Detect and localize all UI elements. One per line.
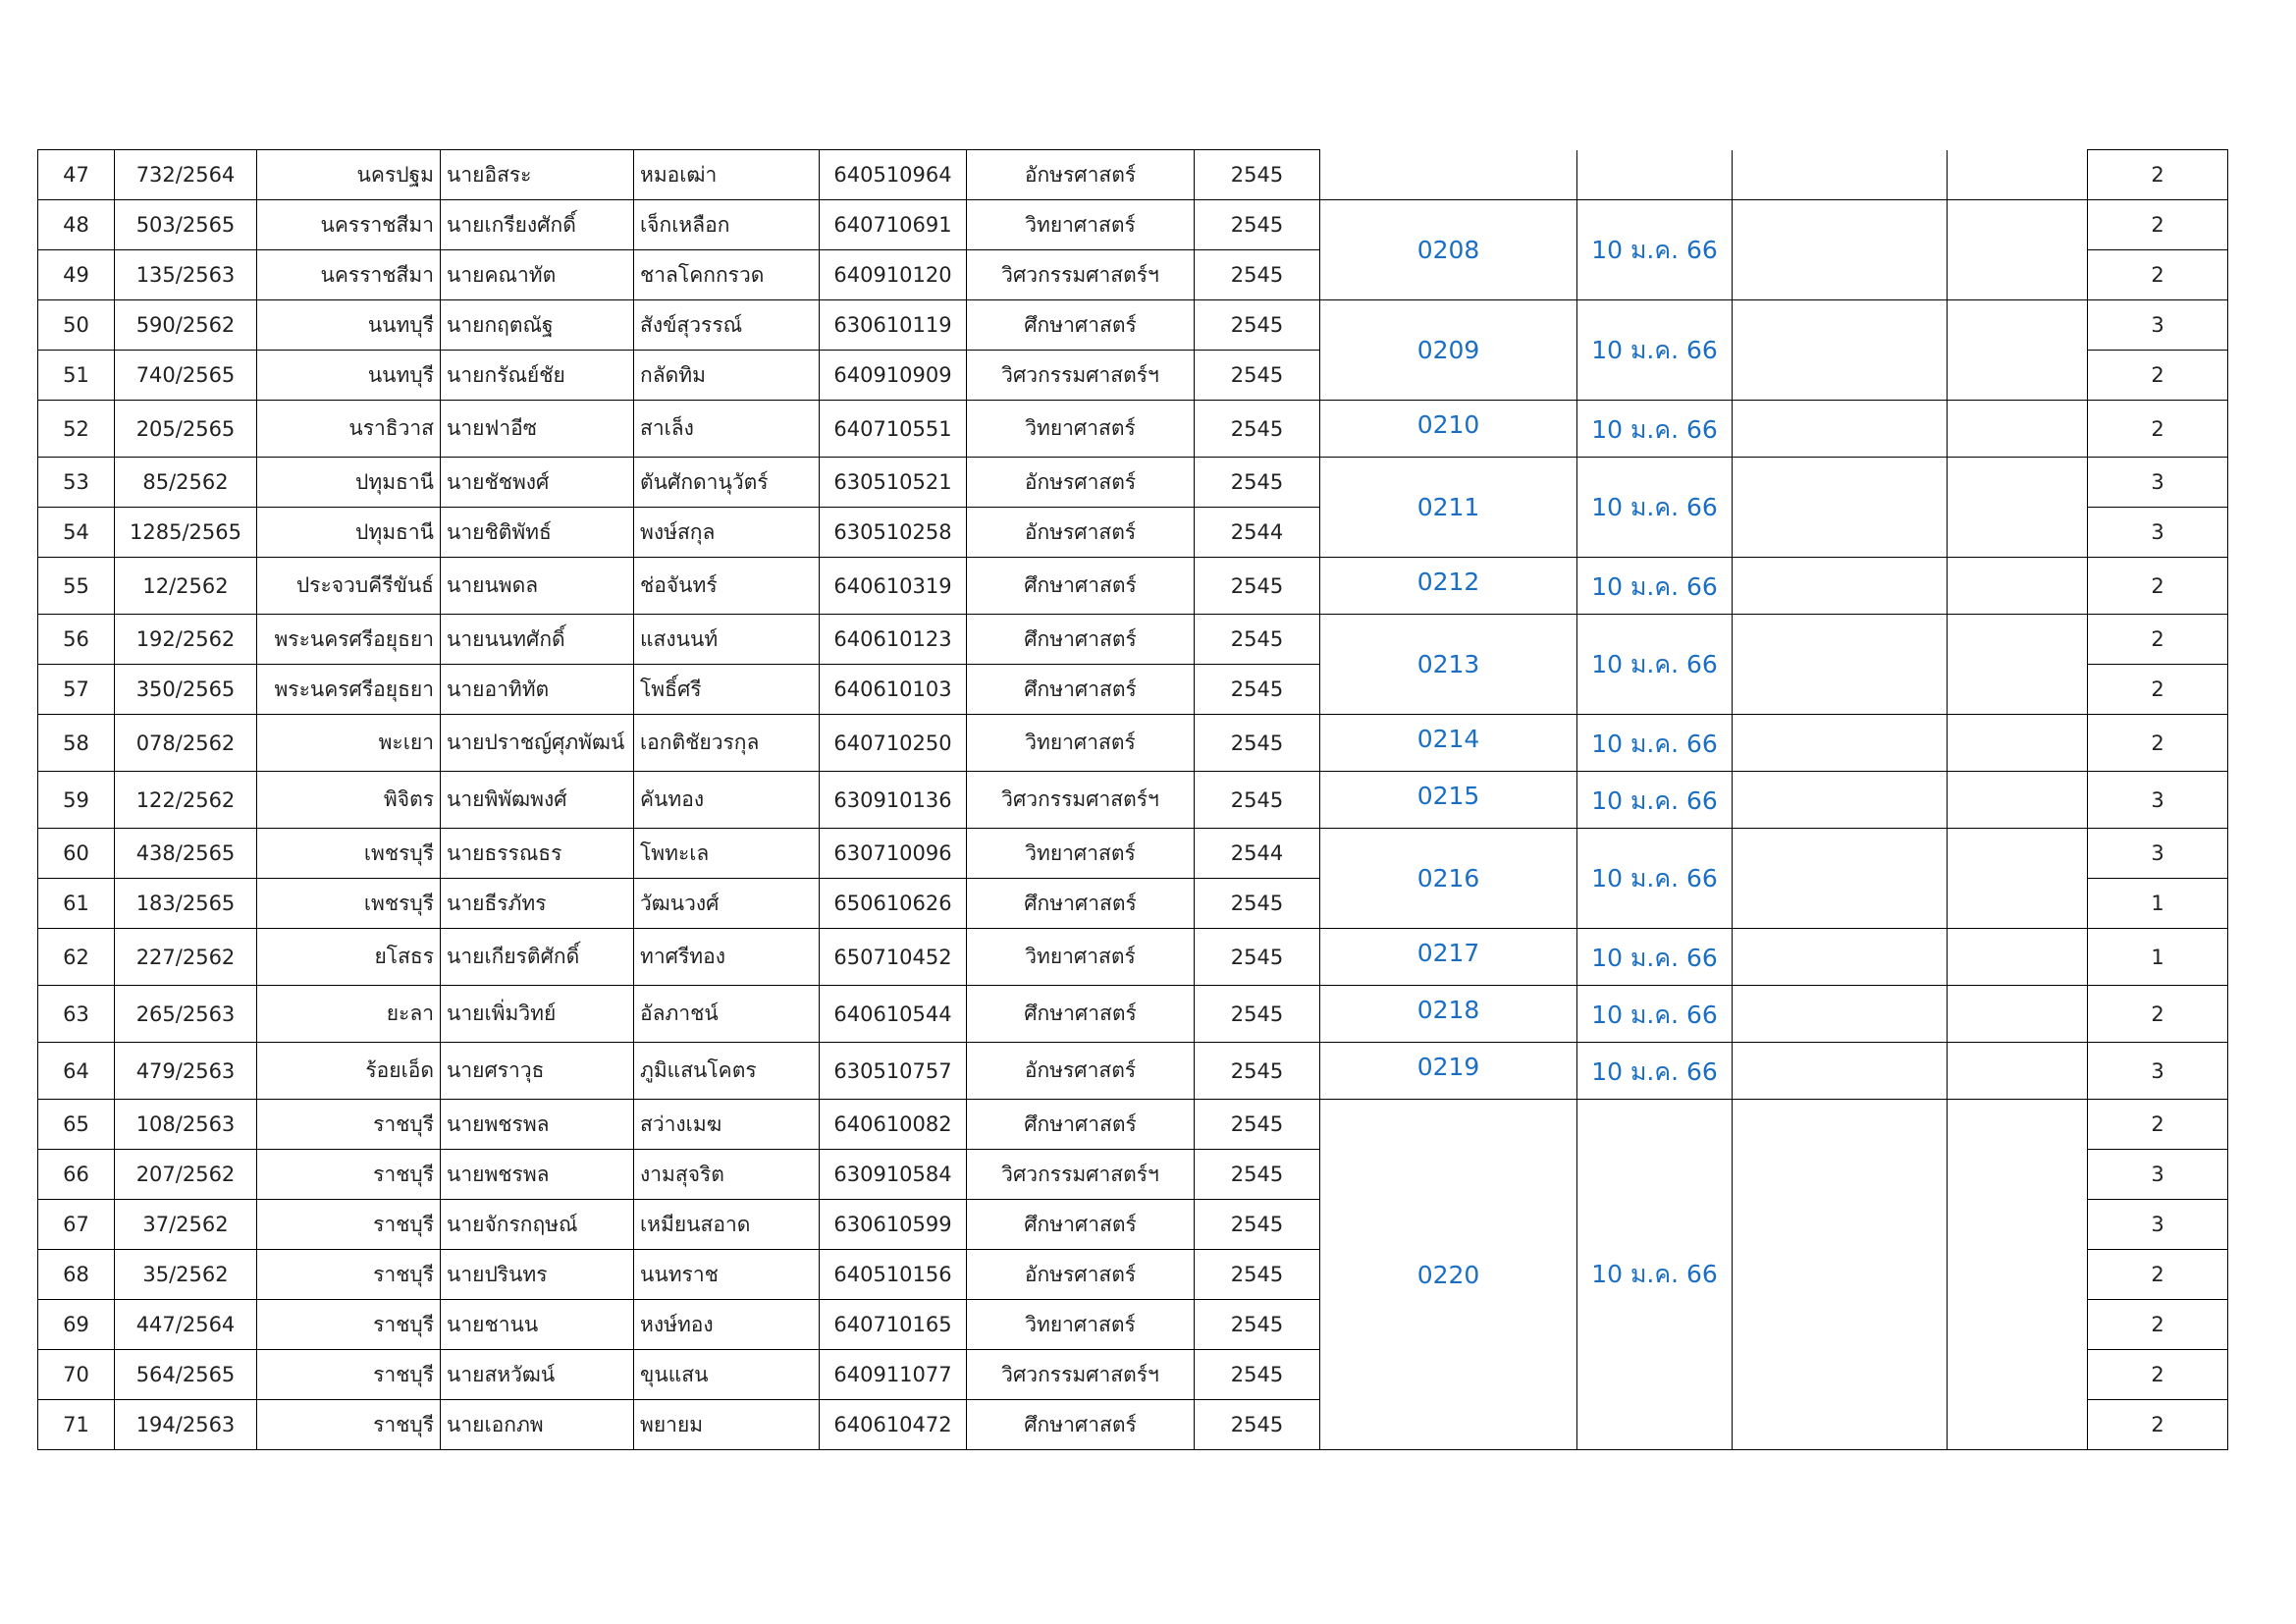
last-name: ตันศักดานุวัตร์ bbox=[634, 458, 820, 508]
table-row bbox=[38, 1043, 2228, 1100]
birth-year: 2545 bbox=[1195, 1350, 1320, 1400]
group-date: 10 ม.ค. 66 bbox=[1577, 458, 1733, 558]
first-name: นายธีรภัทร bbox=[441, 879, 634, 929]
seat-count: 2 bbox=[2088, 615, 2228, 665]
faculty: ศึกษาศาสตร์ bbox=[967, 300, 1195, 351]
birth-year: 2545 bbox=[1195, 1300, 1320, 1350]
group-code: 0215 bbox=[1320, 772, 1577, 829]
birth-year: 2545 bbox=[1195, 986, 1320, 1043]
group-date: 10 ม.ค. 66 bbox=[1577, 929, 1733, 986]
seat-count: 2 bbox=[2088, 558, 2228, 615]
birth-year: 2545 bbox=[1195, 458, 1320, 508]
faculty: วิทยาศาสตร์ bbox=[967, 829, 1195, 879]
group-blank bbox=[1948, 829, 2088, 929]
group-code: 0214 bbox=[1320, 715, 1577, 772]
row-number: 52 bbox=[38, 401, 115, 458]
group-blank bbox=[1948, 929, 2088, 986]
roster-body bbox=[38, 150, 2228, 1450]
reference-number: 350/2565 bbox=[115, 665, 257, 715]
last-name: หงษ์ทอง bbox=[634, 1300, 820, 1350]
group-blank bbox=[1733, 615, 1948, 715]
province: ราชบุรี bbox=[257, 1100, 441, 1150]
last-name: งามสุจริต bbox=[634, 1150, 820, 1200]
first-name: นายกฤตณัฐ bbox=[441, 300, 634, 351]
reference-number: 740/2565 bbox=[115, 351, 257, 401]
student-id: 640610082 bbox=[820, 1100, 967, 1150]
province: พระนครศรีอยุธยา bbox=[257, 615, 441, 665]
birth-year: 2545 bbox=[1195, 558, 1320, 615]
group-code: 0218 bbox=[1320, 986, 1577, 1043]
row-number: 58 bbox=[38, 715, 115, 772]
birth-year: 2545 bbox=[1195, 300, 1320, 351]
reference-number: 503/2565 bbox=[115, 200, 257, 250]
faculty: วิศวกรรมศาสตร์ฯ bbox=[967, 772, 1195, 829]
birth-year: 2544 bbox=[1195, 508, 1320, 558]
student-id: 640910909 bbox=[820, 351, 967, 401]
last-name: อัลภาชน์ bbox=[634, 986, 820, 1043]
reference-number: 135/2563 bbox=[115, 250, 257, 300]
first-name: นายอาทิทัต bbox=[441, 665, 634, 715]
reference-number: 194/2563 bbox=[115, 1400, 257, 1450]
first-name: นายกรัณย์ชัย bbox=[441, 351, 634, 401]
first-name: นายเพิ่มวิทย์ bbox=[441, 986, 634, 1043]
group-blank bbox=[1733, 300, 1948, 401]
reference-number: 438/2565 bbox=[115, 829, 257, 879]
reference-number: 205/2565 bbox=[115, 401, 257, 458]
group-blank bbox=[1948, 1100, 2088, 1450]
province: ปทุมธานี bbox=[257, 458, 441, 508]
group-date: 10 ม.ค. 66 bbox=[1577, 401, 1733, 458]
table-row bbox=[38, 1100, 2228, 1150]
first-name: นายธรรณธร bbox=[441, 829, 634, 879]
birth-year: 2545 bbox=[1195, 772, 1320, 829]
row-number: 65 bbox=[38, 1100, 115, 1150]
reference-number: 192/2562 bbox=[115, 615, 257, 665]
province: นครปฐม bbox=[257, 150, 441, 200]
student-id: 630910584 bbox=[820, 1150, 967, 1200]
first-name: นายพชรพล bbox=[441, 1100, 634, 1150]
group-code: 0213 bbox=[1320, 615, 1577, 715]
row-number: 54 bbox=[38, 508, 115, 558]
student-id: 640710250 bbox=[820, 715, 967, 772]
seat-count: 3 bbox=[2088, 1150, 2228, 1200]
birth-year: 2545 bbox=[1195, 715, 1320, 772]
first-name: นายเกรียงศักดิ์ bbox=[441, 200, 634, 250]
group-date: 10 ม.ค. 66 bbox=[1577, 829, 1733, 929]
table-row bbox=[38, 150, 2228, 200]
birth-year: 2545 bbox=[1195, 929, 1320, 986]
blank-cell-b bbox=[1948, 150, 2088, 200]
seat-count: 2 bbox=[2088, 1250, 2228, 1300]
first-name: นายจักรกฤษณ์ bbox=[441, 1200, 634, 1250]
last-name: โพธิ์ศรี bbox=[634, 665, 820, 715]
group-date: 10 ม.ค. 66 bbox=[1577, 300, 1733, 401]
group-blank bbox=[1948, 401, 2088, 458]
seat-count: 1 bbox=[2088, 879, 2228, 929]
seat-count: 1 bbox=[2088, 929, 2228, 986]
student-id: 640910120 bbox=[820, 250, 967, 300]
group-code: 0209 bbox=[1320, 300, 1577, 401]
province: ปทุมธานี bbox=[257, 508, 441, 558]
student-id: 640510156 bbox=[820, 1250, 967, 1300]
table-row bbox=[38, 986, 2228, 1043]
faculty: ศึกษาศาสตร์ bbox=[967, 879, 1195, 929]
faculty: วิทยาศาสตร์ bbox=[967, 200, 1195, 250]
group-blank bbox=[1948, 772, 2088, 829]
reference-number: 447/2564 bbox=[115, 1300, 257, 1350]
birth-year: 2544 bbox=[1195, 829, 1320, 879]
birth-year: 2545 bbox=[1195, 879, 1320, 929]
table-row bbox=[38, 615, 2228, 665]
reference-number: 078/2562 bbox=[115, 715, 257, 772]
row-number: 66 bbox=[38, 1150, 115, 1200]
group-date: 10 ม.ค. 66 bbox=[1577, 1100, 1733, 1450]
reference-number: 564/2565 bbox=[115, 1350, 257, 1400]
blank-cell-date bbox=[1577, 150, 1733, 200]
province: ราชบุรี bbox=[257, 1350, 441, 1400]
province: ราชบุรี bbox=[257, 1150, 441, 1200]
reference-number: 12/2562 bbox=[115, 558, 257, 615]
group-blank bbox=[1948, 1043, 2088, 1100]
faculty: วิศวกรรมศาสตร์ฯ bbox=[967, 351, 1195, 401]
last-name: วัฒนวงศ์ bbox=[634, 879, 820, 929]
reference-number: 590/2562 bbox=[115, 300, 257, 351]
blank-cell-a bbox=[1733, 150, 1948, 200]
first-name: นายชานน bbox=[441, 1300, 634, 1350]
seat-count: 2 bbox=[2088, 351, 2228, 401]
first-name: นายนพดล bbox=[441, 558, 634, 615]
row-number: 67 bbox=[38, 1200, 115, 1250]
group-date: 10 ม.ค. 66 bbox=[1577, 986, 1733, 1043]
faculty: ศึกษาศาสตร์ bbox=[967, 558, 1195, 615]
last-name: ชาลโคกกรวด bbox=[634, 250, 820, 300]
roster-table bbox=[37, 149, 2228, 1450]
seat-count: 3 bbox=[2088, 508, 2228, 558]
birth-year: 2545 bbox=[1195, 1250, 1320, 1300]
faculty: วิศวกรรมศาสตร์ฯ bbox=[967, 1150, 1195, 1200]
faculty: อักษรศาสตร์ bbox=[967, 458, 1195, 508]
province: นครราชสีมา bbox=[257, 250, 441, 300]
row-number: 48 bbox=[38, 200, 115, 250]
student-id: 630610599 bbox=[820, 1200, 967, 1250]
last-name: นนทราช bbox=[634, 1250, 820, 1300]
first-name: นายเกียรติศักดิ์ bbox=[441, 929, 634, 986]
faculty: อักษรศาสตร์ bbox=[967, 1250, 1195, 1300]
province: นนทบุรี bbox=[257, 351, 441, 401]
row-number: 69 bbox=[38, 1300, 115, 1350]
birth-year: 2545 bbox=[1195, 401, 1320, 458]
group-date: 10 ม.ค. 66 bbox=[1577, 558, 1733, 615]
last-name: สว่างเมฆ bbox=[634, 1100, 820, 1150]
seat-count: 3 bbox=[2088, 458, 2228, 508]
last-name: แสงนนท์ bbox=[634, 615, 820, 665]
reference-number: 227/2562 bbox=[115, 929, 257, 986]
table-row bbox=[38, 558, 2228, 615]
birth-year: 2545 bbox=[1195, 200, 1320, 250]
row-number: 71 bbox=[38, 1400, 115, 1450]
reference-number: 108/2563 bbox=[115, 1100, 257, 1150]
student-id: 630510521 bbox=[820, 458, 967, 508]
group-blank bbox=[1733, 715, 1948, 772]
table-row bbox=[38, 401, 2228, 458]
group-blank bbox=[1948, 615, 2088, 715]
faculty: ศึกษาศาสตร์ bbox=[967, 1200, 1195, 1250]
faculty: ศึกษาศาสตร์ bbox=[967, 615, 1195, 665]
reference-number: 479/2563 bbox=[115, 1043, 257, 1100]
group-blank bbox=[1733, 929, 1948, 986]
last-name: พงษ์สกุล bbox=[634, 508, 820, 558]
reference-number: 265/2563 bbox=[115, 986, 257, 1043]
group-date: 10 ม.ค. 66 bbox=[1577, 200, 1733, 300]
table-row bbox=[38, 300, 2228, 351]
faculty: อักษรศาสตร์ bbox=[967, 508, 1195, 558]
first-name: นายฟาอีซ bbox=[441, 401, 634, 458]
last-name: ขุนแสน bbox=[634, 1350, 820, 1400]
province: ร้อยเอ็ด bbox=[257, 1043, 441, 1100]
seat-count: 2 bbox=[2088, 1350, 2228, 1400]
province: ประจวบคีรีขันธ์ bbox=[257, 558, 441, 615]
student-id: 650710452 bbox=[820, 929, 967, 986]
seat-count: 3 bbox=[2088, 772, 2228, 829]
last-name: เจ็กเหลือก bbox=[634, 200, 820, 250]
first-name: นายสหวัฒน์ bbox=[441, 1350, 634, 1400]
student-id: 640710165 bbox=[820, 1300, 967, 1350]
last-name: ภูมิแสนโคตร bbox=[634, 1043, 820, 1100]
reference-number: 85/2562 bbox=[115, 458, 257, 508]
last-name: คันทอง bbox=[634, 772, 820, 829]
group-code: 0219 bbox=[1320, 1043, 1577, 1100]
student-id: 640510964 bbox=[820, 150, 967, 200]
group-code: 0216 bbox=[1320, 829, 1577, 929]
group-blank bbox=[1733, 1043, 1948, 1100]
first-name: นายชิติพัทธ์ bbox=[441, 508, 634, 558]
student-id: 640610103 bbox=[820, 665, 967, 715]
birth-year: 2545 bbox=[1195, 665, 1320, 715]
student-id: 640710691 bbox=[820, 200, 967, 250]
row-number: 50 bbox=[38, 300, 115, 351]
birth-year: 2545 bbox=[1195, 1100, 1320, 1150]
seat-count: 2 bbox=[2088, 401, 2228, 458]
student-id: 630910136 bbox=[820, 772, 967, 829]
birth-year: 2545 bbox=[1195, 1150, 1320, 1200]
first-name: นายปราชญ์ศุภพัฒน์ bbox=[441, 715, 634, 772]
table-row bbox=[38, 458, 2228, 508]
group-blank bbox=[1948, 558, 2088, 615]
reference-number: 732/2564 bbox=[115, 150, 257, 200]
table-row bbox=[38, 772, 2228, 829]
province: ยะลา bbox=[257, 986, 441, 1043]
province: ราชบุรี bbox=[257, 1400, 441, 1450]
group-code: 0211 bbox=[1320, 458, 1577, 558]
group-code: 0212 bbox=[1320, 558, 1577, 615]
reference-number: 37/2562 bbox=[115, 1200, 257, 1250]
birth-year: 2545 bbox=[1195, 615, 1320, 665]
student-id: 640911077 bbox=[820, 1350, 967, 1400]
table-row bbox=[38, 929, 2228, 986]
first-name: นายพชรพล bbox=[441, 1150, 634, 1200]
row-number: 62 bbox=[38, 929, 115, 986]
last-name: ทาศรีทอง bbox=[634, 929, 820, 986]
province: เพชรบุรี bbox=[257, 879, 441, 929]
seat-count: 2 bbox=[2088, 986, 2228, 1043]
faculty: วิศวกรรมศาสตร์ฯ bbox=[967, 250, 1195, 300]
faculty: ศึกษาศาสตร์ bbox=[967, 1100, 1195, 1150]
group-blank bbox=[1948, 458, 2088, 558]
seat-count: 2 bbox=[2088, 1300, 2228, 1350]
first-name: นายปรินทร bbox=[441, 1250, 634, 1300]
group-blank bbox=[1948, 300, 2088, 401]
table-row bbox=[38, 200, 2228, 250]
last-name: พยายม bbox=[634, 1400, 820, 1450]
group-blank bbox=[1733, 458, 1948, 558]
group-blank bbox=[1733, 558, 1948, 615]
row-number: 55 bbox=[38, 558, 115, 615]
row-number: 56 bbox=[38, 615, 115, 665]
group-date: 10 ม.ค. 66 bbox=[1577, 715, 1733, 772]
seat-count: 2 bbox=[2088, 665, 2228, 715]
province: ราชบุรี bbox=[257, 1200, 441, 1250]
reference-number: 207/2562 bbox=[115, 1150, 257, 1200]
last-name: ช่อจันทร์ bbox=[634, 558, 820, 615]
group-blank bbox=[1948, 986, 2088, 1043]
birth-year: 2545 bbox=[1195, 150, 1320, 200]
province: เพชรบุรี bbox=[257, 829, 441, 879]
seat-count: 2 bbox=[2088, 1400, 2228, 1450]
first-name: นายอิสระ bbox=[441, 150, 634, 200]
blank-cell-code bbox=[1320, 150, 1577, 200]
first-name: นายคณาทัต bbox=[441, 250, 634, 300]
last-name: สาเล็ง bbox=[634, 401, 820, 458]
seat-count: 2 bbox=[2088, 250, 2228, 300]
faculty: ศึกษาศาสตร์ bbox=[967, 665, 1195, 715]
seat-count: 3 bbox=[2088, 1043, 2228, 1100]
first-name: นายเอกภพ bbox=[441, 1400, 634, 1450]
student-id: 630610119 bbox=[820, 300, 967, 351]
province: พะเยา bbox=[257, 715, 441, 772]
faculty: ศึกษาศาสตร์ bbox=[967, 986, 1195, 1043]
row-number: 49 bbox=[38, 250, 115, 300]
first-name: นายพิพัฒพงศ์ bbox=[441, 772, 634, 829]
reference-number: 1285/2565 bbox=[115, 508, 257, 558]
first-name: นายนนทศักดิ์ bbox=[441, 615, 634, 665]
group-code: 0220 bbox=[1320, 1100, 1577, 1450]
row-number: 61 bbox=[38, 879, 115, 929]
province: นราธิวาส bbox=[257, 401, 441, 458]
province: ราชบุรี bbox=[257, 1250, 441, 1300]
province: นนทบุรี bbox=[257, 300, 441, 351]
student-id: 640610319 bbox=[820, 558, 967, 615]
group-date: 10 ม.ค. 66 bbox=[1577, 772, 1733, 829]
faculty: ศึกษาศาสตร์ bbox=[967, 1400, 1195, 1450]
group-blank bbox=[1948, 715, 2088, 772]
last-name: หมอเฒ่า bbox=[634, 150, 820, 200]
table-row bbox=[38, 715, 2228, 772]
faculty: วิศวกรรมศาสตร์ฯ bbox=[967, 1350, 1195, 1400]
row-number: 53 bbox=[38, 458, 115, 508]
first-name: นายศราวุธ bbox=[441, 1043, 634, 1100]
last-name: โพทะเล bbox=[634, 829, 820, 879]
seat-count: 3 bbox=[2088, 829, 2228, 879]
group-date: 10 ม.ค. 66 bbox=[1577, 1043, 1733, 1100]
group-blank bbox=[1948, 200, 2088, 300]
row-number: 57 bbox=[38, 665, 115, 715]
student-id: 630710096 bbox=[820, 829, 967, 879]
row-number: 68 bbox=[38, 1250, 115, 1300]
group-code: 0217 bbox=[1320, 929, 1577, 986]
faculty: วิทยาศาสตร์ bbox=[967, 929, 1195, 986]
student-id: 630510757 bbox=[820, 1043, 967, 1100]
student-id: 640610544 bbox=[820, 986, 967, 1043]
row-number: 64 bbox=[38, 1043, 115, 1100]
reference-number: 122/2562 bbox=[115, 772, 257, 829]
province: ยโสธร bbox=[257, 929, 441, 986]
faculty: อักษรศาสตร์ bbox=[967, 1043, 1195, 1100]
province: พระนครศรีอยุธยา bbox=[257, 665, 441, 715]
last-name: เหมียนสอาด bbox=[634, 1200, 820, 1250]
row-number: 51 bbox=[38, 351, 115, 401]
group-code: 0208 bbox=[1320, 200, 1577, 300]
birth-year: 2545 bbox=[1195, 1043, 1320, 1100]
student-id: 640710551 bbox=[820, 401, 967, 458]
row-number: 70 bbox=[38, 1350, 115, 1400]
reference-number: 183/2565 bbox=[115, 879, 257, 929]
last-name: เอกติชัยวรกุล bbox=[634, 715, 820, 772]
seat-count: 2 bbox=[2088, 715, 2228, 772]
row-number: 63 bbox=[38, 986, 115, 1043]
group-code: 0210 bbox=[1320, 401, 1577, 458]
row-number: 60 bbox=[38, 829, 115, 879]
student-id: 650610626 bbox=[820, 879, 967, 929]
row-number: 47 bbox=[38, 150, 115, 200]
table-row bbox=[38, 829, 2228, 879]
reference-number: 35/2562 bbox=[115, 1250, 257, 1300]
birth-year: 2545 bbox=[1195, 1200, 1320, 1250]
student-id: 630510258 bbox=[820, 508, 967, 558]
last-name: กลัดทิม bbox=[634, 351, 820, 401]
province: พิจิตร bbox=[257, 772, 441, 829]
seat-count: 2 bbox=[2088, 150, 2228, 200]
seat-count: 2 bbox=[2088, 200, 2228, 250]
group-blank bbox=[1733, 401, 1948, 458]
row-number: 59 bbox=[38, 772, 115, 829]
faculty: วิทยาศาสตร์ bbox=[967, 1300, 1195, 1350]
seat-count: 3 bbox=[2088, 1200, 2228, 1250]
first-name: นายชัชพงศ์ bbox=[441, 458, 634, 508]
group-date: 10 ม.ค. 66 bbox=[1577, 615, 1733, 715]
faculty: อักษรศาสตร์ bbox=[967, 150, 1195, 200]
birth-year: 2545 bbox=[1195, 250, 1320, 300]
birth-year: 2545 bbox=[1195, 1400, 1320, 1450]
faculty: วิทยาศาสตร์ bbox=[967, 715, 1195, 772]
group-blank bbox=[1733, 829, 1948, 929]
birth-year: 2545 bbox=[1195, 351, 1320, 401]
student-id: 640610123 bbox=[820, 615, 967, 665]
province: ราชบุรี bbox=[257, 1300, 441, 1350]
province: นครราชสีมา bbox=[257, 200, 441, 250]
group-blank bbox=[1733, 772, 1948, 829]
seat-count: 2 bbox=[2088, 1100, 2228, 1150]
faculty: วิทยาศาสตร์ bbox=[967, 401, 1195, 458]
group-blank bbox=[1733, 200, 1948, 300]
seat-count: 3 bbox=[2088, 300, 2228, 351]
student-id: 640610472 bbox=[820, 1400, 967, 1450]
group-blank bbox=[1733, 1100, 1948, 1450]
last-name: สังข์สุวรรณ์ bbox=[634, 300, 820, 351]
group-blank bbox=[1733, 986, 1948, 1043]
